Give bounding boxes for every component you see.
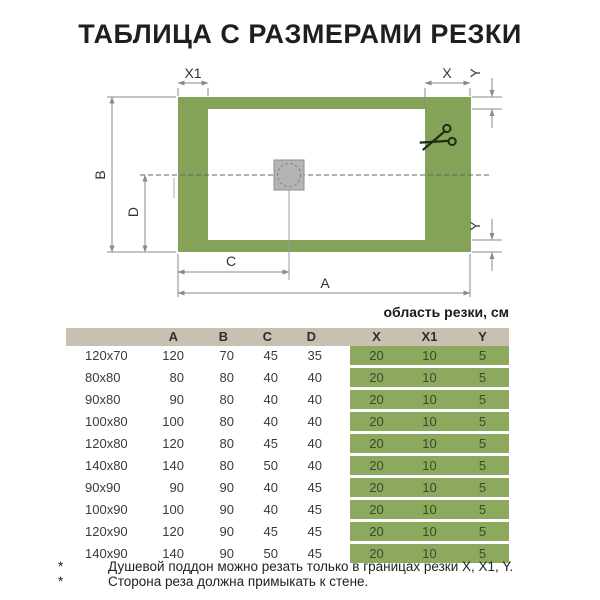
cell-spacer (328, 500, 350, 522)
table-row (66, 346, 509, 368)
table-row (66, 478, 509, 500)
cell-a: 90 (169, 480, 184, 495)
header-c: C (262, 329, 272, 344)
cell-x1: 10 (422, 370, 437, 385)
row-size-label: 100x90 (85, 502, 128, 517)
cell-y: 5 (478, 436, 487, 451)
cell-y: 5 (478, 502, 487, 517)
cell-a: 100 (162, 502, 184, 517)
footnote-1 (58, 560, 558, 575)
cell-a: 100 (162, 414, 184, 429)
cell-c: 40 (263, 502, 278, 517)
cut-area-band (350, 346, 509, 365)
cell-b: 90 (219, 502, 234, 517)
cell-a: 80 (169, 370, 184, 385)
cut-area-band (350, 478, 509, 497)
cell-a: 140 (162, 458, 184, 473)
header-b: B (218, 329, 228, 344)
row-size-label: 140x80 (85, 458, 128, 473)
row-size-label: 140x90 (85, 546, 128, 561)
cell-d: 40 (307, 370, 322, 385)
header-spacer (328, 328, 350, 346)
cell-c: 40 (263, 480, 278, 495)
cell-d: 40 (307, 436, 322, 451)
cell-x1: 10 (422, 392, 437, 407)
cell-spacer (328, 412, 350, 434)
cell-x: 20 (369, 436, 384, 451)
size-table (66, 328, 509, 566)
cell-spacer (328, 456, 350, 478)
cell-y: 5 (478, 480, 487, 495)
table-row (66, 500, 509, 522)
row-size-label: 90x80 (85, 392, 121, 407)
row-size-label: 120x90 (85, 524, 128, 539)
cell-x1: 10 (422, 524, 437, 539)
cell-spacer (328, 522, 350, 544)
header-y: Y (478, 329, 487, 344)
footnotes (58, 560, 558, 589)
cell-y: 5 (478, 546, 487, 561)
cell-x: 20 (369, 348, 384, 363)
cut-area-band (350, 456, 509, 475)
table-row (66, 368, 509, 390)
row-size-label: 120x80 (85, 436, 128, 451)
cell-x1: 10 (422, 414, 437, 429)
table-row (66, 412, 509, 434)
cell-spacer (328, 390, 350, 412)
cell-a: 120 (162, 524, 184, 539)
header-x: X (372, 329, 381, 344)
cell-b: 90 (219, 524, 234, 539)
cell-c: 40 (263, 414, 278, 429)
cell-a: 140 (162, 546, 184, 561)
cell-x1: 10 (422, 502, 437, 517)
cell-c: 45 (263, 524, 278, 539)
cell-b: 70 (219, 348, 234, 363)
cell-b: 80 (219, 436, 234, 451)
cell-d: 45 (307, 546, 322, 561)
cell-x1: 10 (422, 436, 437, 451)
header-x1: X1 (421, 329, 438, 344)
cell-c: 45 (263, 436, 278, 451)
asterisk-marker: * (58, 573, 64, 589)
cell-c: 40 (263, 370, 278, 385)
cell-x: 20 (369, 546, 384, 561)
dim-label-a: A (320, 275, 330, 291)
cut-area-band (350, 368, 509, 387)
dim-label-x: X (442, 65, 452, 81)
cell-b: 80 (219, 414, 234, 429)
cut-area-band (350, 412, 509, 431)
row-size-label: 90x90 (85, 480, 121, 495)
cell-b: 80 (219, 370, 234, 385)
cell-y: 5 (478, 370, 487, 385)
cell-a: 90 (169, 392, 184, 407)
cell-c: 50 (263, 546, 278, 561)
table-row (66, 390, 509, 412)
cell-spacer (328, 346, 350, 368)
cell-y: 5 (478, 348, 487, 363)
table-row (66, 434, 509, 456)
cell-y: 5 (478, 392, 487, 407)
cell-a: 120 (162, 436, 184, 451)
cell-d: 40 (307, 392, 322, 407)
table-row (66, 522, 509, 544)
cell-c: 40 (263, 392, 278, 407)
row-size-label: 100x80 (85, 414, 128, 429)
header-a: A (168, 329, 178, 344)
table-header-row (66, 328, 509, 346)
dim-label-y-top: Y (467, 68, 483, 78)
row-size-label: 120x70 (85, 348, 128, 363)
cut-area-band (350, 522, 509, 541)
cell-x: 20 (369, 502, 384, 517)
dim-label-c: C (225, 253, 237, 269)
cell-b: 90 (219, 546, 234, 561)
cell-x1: 10 (422, 480, 437, 495)
cell-x1: 10 (422, 348, 437, 363)
cut-area-band (350, 390, 509, 409)
cell-y: 5 (478, 524, 487, 539)
cell-c: 50 (263, 458, 278, 473)
footnote-text: Душевой поддон можно резать только в границах резки X, X1, Y. (108, 559, 514, 574)
cell-y: 5 (478, 414, 487, 429)
cell-x1: 10 (422, 458, 437, 473)
cell-spacer (328, 368, 350, 390)
cut-area-band (350, 434, 509, 453)
asterisk-marker: * (58, 559, 64, 574)
footnote-2 (58, 575, 558, 590)
cell-c: 45 (263, 348, 278, 363)
page-title: ТАБЛИЦА С РАЗМЕРАМИ РЕЗКИ (78, 19, 522, 49)
cell-d: 40 (307, 458, 322, 473)
cell-d: 35 (307, 348, 322, 363)
dim-label-y-bottom: Y (467, 221, 483, 231)
cut-area-header: область резки, см (383, 304, 509, 320)
row-size-label: 80x80 (85, 370, 121, 385)
table-row (66, 456, 509, 478)
cell-x: 20 (369, 480, 384, 495)
header-size (66, 328, 146, 346)
cell-x1: 10 (422, 546, 437, 561)
cell-spacer (328, 434, 350, 456)
dim-label-b: B (92, 170, 108, 180)
cut-area-band (350, 500, 509, 519)
cell-x: 20 (369, 370, 384, 385)
cell-d: 45 (307, 502, 322, 517)
cell-x: 20 (369, 458, 384, 473)
dim-label-d: D (125, 206, 141, 218)
cell-x: 20 (369, 414, 384, 429)
table-body (66, 346, 509, 566)
cell-b: 80 (219, 458, 234, 473)
footnote-text: Сторона реза должна примыкать к стене. (108, 573, 369, 589)
cell-b: 90 (219, 480, 234, 495)
cell-b: 80 (219, 392, 234, 407)
cell-a: 120 (162, 348, 184, 363)
cell-y: 5 (478, 458, 487, 473)
cell-d: 45 (307, 524, 322, 539)
cell-x: 20 (369, 524, 384, 539)
cell-x: 20 (369, 392, 384, 407)
dim-label-x1: X1 (184, 65, 202, 81)
cell-d: 40 (307, 414, 322, 429)
cell-d: 45 (307, 480, 322, 495)
header-d: D (306, 329, 316, 344)
cell-spacer (328, 478, 350, 500)
